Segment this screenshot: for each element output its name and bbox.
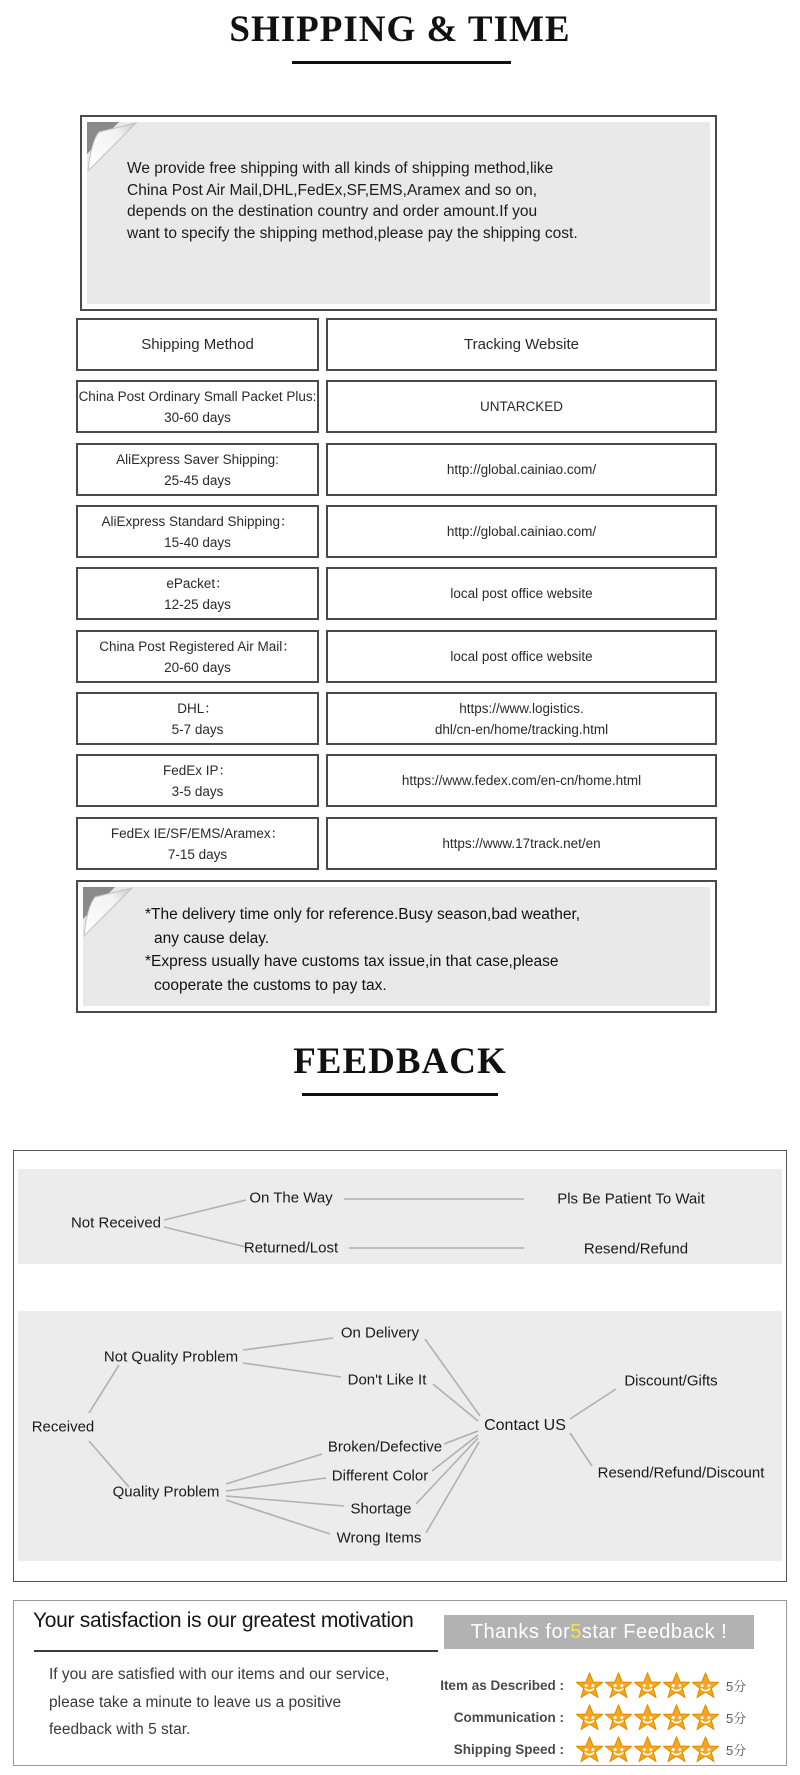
rating-row-communication (369, 1701, 746, 1733)
star-icon (692, 1736, 719, 1763)
method-cell: AliExpress Saver Shipping: 25-45 days (76, 443, 319, 496)
thanks-banner (444, 1615, 754, 1649)
note-line: *The delivery time only for reference.Busy season,bad weather, (145, 906, 581, 923)
method-cell: DHL： 5-7 days (76, 692, 319, 745)
flow-node-not-received: Not Received (70, 1214, 162, 1232)
site-cell: https://www.logistics. dhl/cn-en/home/tracking.html (326, 692, 717, 745)
intro-line: We provide free shipping with all kinds of shipping method,like (127, 160, 554, 177)
flow-node-resend-refund: Resend/Refund (583, 1240, 689, 1258)
note-line: feedback with 5 star. (49, 1721, 191, 1738)
star-icon (692, 1672, 719, 1699)
note-line: If you are satisfied with our items and our service, (49, 1666, 390, 1683)
satisfaction-note (49, 1661, 389, 1744)
flow-node-received: Received (31, 1418, 95, 1436)
flow-node-not-quality-problem: Not Quality Problem (103, 1348, 239, 1366)
site-cell: local post office website (326, 630, 717, 683)
method-cell: China Post Registered Air Mail： 20-60 days (76, 630, 319, 683)
flow-node-dont-like-it: Don't Like It (347, 1371, 427, 1389)
rating-row-item-as-described (369, 1669, 746, 1701)
feedback-title: FEEDBACK (293, 1041, 507, 1082)
site-cell: https://www.fedex.com/en-cn/home.html (326, 754, 717, 807)
satisfaction-headline: Your satisfaction is our greatest motivation (33, 1609, 414, 1632)
shipping-intro-box (80, 115, 717, 311)
site-cell: http://global.cainiao.com/ (326, 443, 717, 496)
flow-node-returned-lost: Returned/Lost (243, 1239, 339, 1257)
site-cell: UNTARCKED (326, 380, 717, 433)
star-icon (663, 1704, 690, 1731)
feedback-flow-diagram (13, 1150, 787, 1582)
star-icon (692, 1704, 719, 1731)
shipping-intro-text (127, 158, 578, 244)
rating-label: Communication : (453, 1709, 564, 1725)
star-icon (605, 1736, 632, 1763)
rating-score: 5分 (726, 1710, 747, 1726)
note-line: please take a minute to leave us a positive (49, 1693, 342, 1711)
rating-score: 5分 (726, 1678, 747, 1694)
feedback-title-underline (302, 1093, 498, 1096)
star-icon (634, 1672, 661, 1699)
flow-node-on-the-way: On The Way (249, 1189, 333, 1207)
satisfaction-box (13, 1600, 787, 1766)
flow-node-different-color: Different Color (331, 1467, 429, 1485)
site-cell: http://global.cainiao.com/ (326, 505, 717, 558)
page-curl-icon (83, 887, 135, 939)
star-icon (634, 1736, 661, 1763)
shipping-note-box (76, 880, 717, 1013)
method-cell: China Post Ordinary Small Packet Plus: 30-60 days (76, 380, 319, 433)
note-line: *Express usually have customs tax issue,in that case,please (145, 953, 559, 970)
note-line: cooperate the customs to pay tax. (154, 976, 387, 994)
method-cell: FedEx IP： 3-5 days (76, 754, 319, 807)
flow-node-contact-us: Contact US (484, 1417, 566, 1434)
rating-label: Shipping Speed : (453, 1741, 564, 1757)
banner-prefix: Thanks for (470, 1620, 571, 1643)
rating-score: 5分 (726, 1742, 747, 1758)
flow-node-pls-be-patient: Pls Be Patient To Wait (557, 1190, 705, 1208)
note-line: any cause delay. (154, 929, 270, 947)
satisfaction-underline (34, 1650, 438, 1652)
site-cell: https://www.17track.net/en (326, 817, 717, 870)
method-cell: FedEx IE/SF/EMS/Aramex： 7-15 days (76, 817, 319, 870)
flow-node-wrong-items: Wrong Items (336, 1529, 422, 1547)
star-icon (605, 1672, 632, 1699)
flow-node-resend-refund-discount: Resend/Refund/Discount (597, 1464, 765, 1482)
star-icon (576, 1704, 603, 1731)
shipping-title: SHIPPING & TIME (229, 9, 571, 50)
star-icon (663, 1736, 690, 1763)
flow-node-shortage: Shortage (350, 1500, 412, 1518)
five-star-rating (576, 1704, 721, 1731)
flow-node-discount-gifts: Discount/Gifts (624, 1372, 718, 1390)
five-star-rating (576, 1736, 721, 1763)
star-icon (634, 1704, 661, 1731)
star-icon (576, 1672, 603, 1699)
method-cell: ePacket： 12-25 days (76, 567, 319, 620)
flow-node-quality-problem: Quality Problem (112, 1483, 220, 1501)
banner-suffix: star Feedback ! (581, 1620, 728, 1643)
method-cell: AliExpress Standard Shipping： 15-40 days (76, 505, 319, 558)
star-icon (663, 1672, 690, 1699)
rating-label: Item as Described : (440, 1677, 564, 1693)
flow-node-broken-defective: Broken/Defective (327, 1438, 443, 1456)
flow-node-on-delivery: On Delivery (340, 1324, 420, 1342)
star-icon (605, 1704, 632, 1731)
banner-star-count: 5 (570, 1620, 582, 1643)
shipping-title-underline (292, 61, 511, 64)
shipping-note-text (145, 903, 580, 997)
header-tracking-website: Tracking Website (326, 318, 717, 371)
intro-line: depends on the destination country and order amount.If you (127, 203, 538, 220)
intro-line: China Post Air Mail,DHL,FedEx,SF,EMS,Aramex and so on, (127, 181, 538, 199)
star-icon (576, 1736, 603, 1763)
intro-line: want to specify the shipping method,please pay the shipping cost. (127, 224, 578, 242)
five-star-rating (576, 1672, 721, 1699)
site-cell: local post office website (326, 567, 717, 620)
rating-rows (369, 1669, 746, 1765)
rating-row-shipping-speed (369, 1733, 746, 1765)
header-shipping-method: Shipping Method (76, 318, 319, 371)
